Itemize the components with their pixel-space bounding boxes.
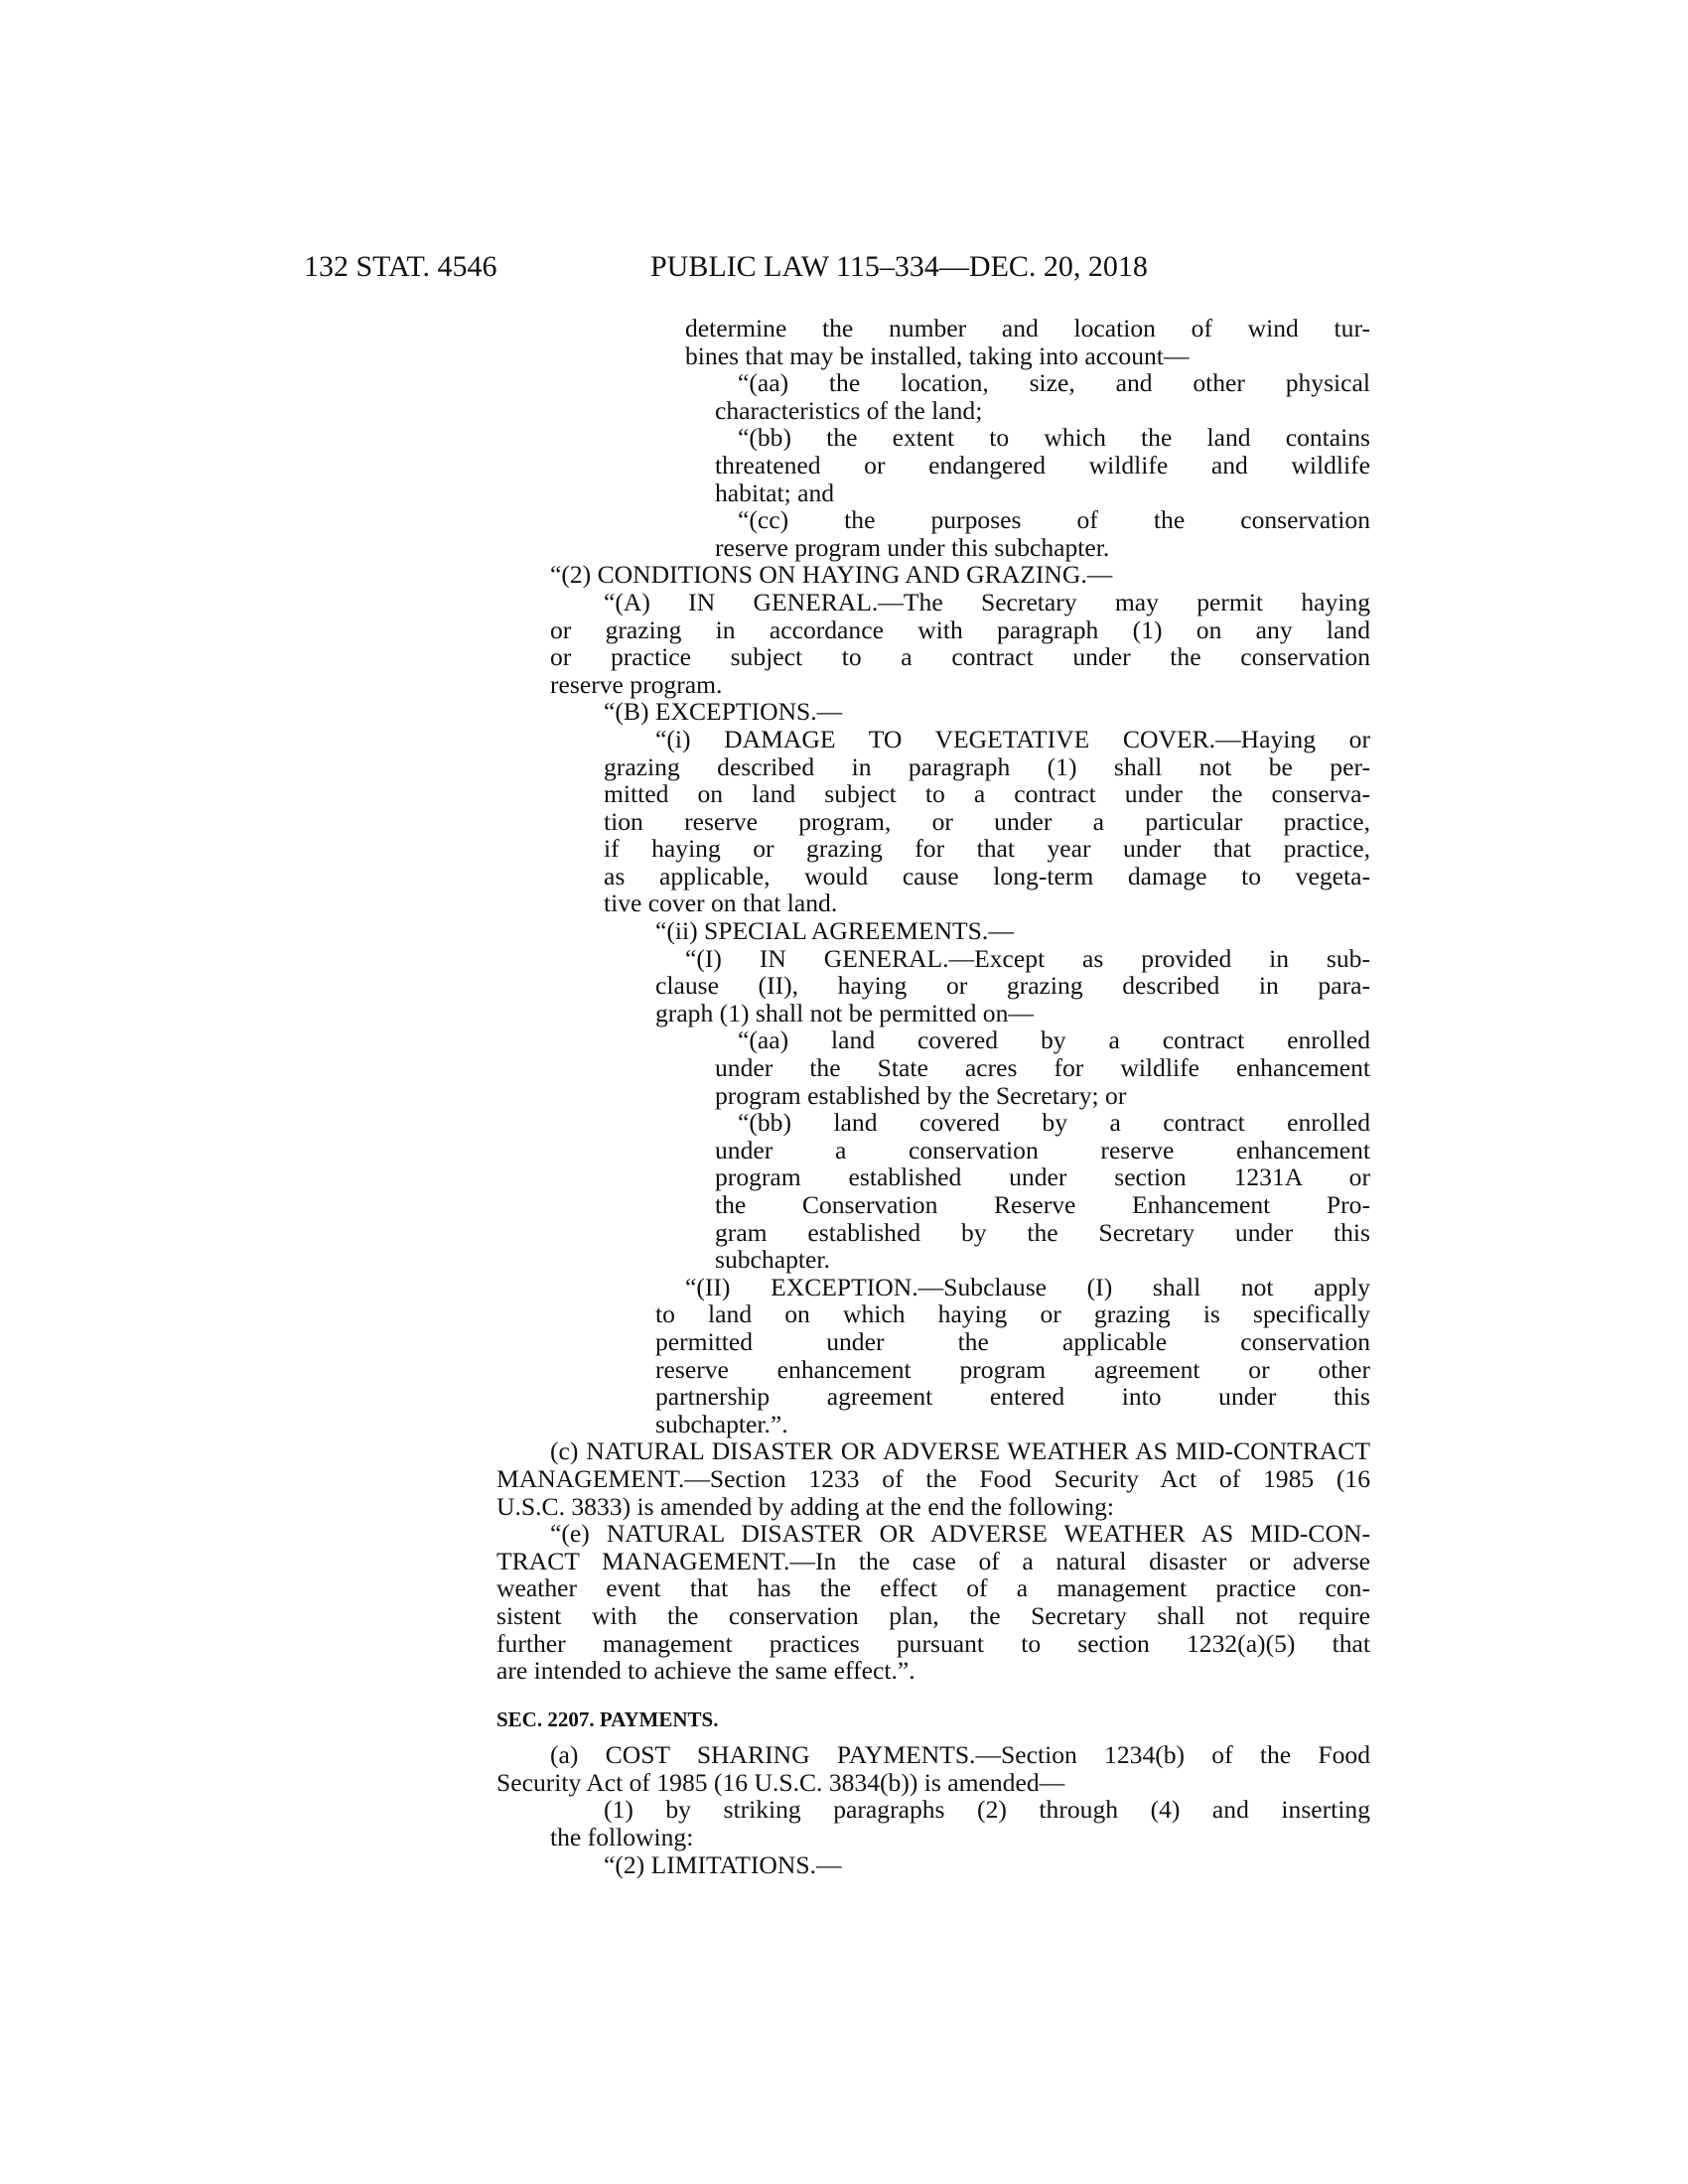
page-header [0, 250, 1688, 290]
statute-line: “(A) IN GENERAL.—The Secretary may permit haying [604, 587, 1370, 616]
statute-line: “(bb) the extent to which the land contains [738, 423, 1370, 453]
statute-line: or grazing in accordance with paragraph (1) on any land [550, 614, 1370, 644]
statute-line: further management practices pursuant to section 1232(a)(5) that [496, 1628, 1370, 1658]
statute-line: or practice subject to a contract under the conservation [550, 642, 1370, 672]
statute-citation: 132 STAT. 4546 [304, 250, 497, 283]
statute-line: “(2) CONDITIONS ON HAYING AND GRAZING.— [550, 560, 1113, 590]
statute-line: Security Act of 1985 (16 U.S.C. 3834(b)) is amended— [496, 1767, 1065, 1797]
statute-line: “(B) EXCEPTIONS.— [604, 697, 843, 727]
statute-line: subchapter.”. [655, 1409, 788, 1438]
statute-line: determine the number and location of wind tur- [685, 314, 1370, 342]
statute-body-text [496, 315, 1370, 1878]
statute-line: MANAGEMENT.—Section 1233 of the Food Security Act of 1985 (16 [496, 1463, 1370, 1493]
statute-line: are intended to achieve the same effect.”. [496, 1656, 915, 1686]
statute-line: tion reserve program, or under a particular practice, [604, 806, 1370, 836]
statute-line: weather event that has the effect of a management practice con- [496, 1573, 1370, 1603]
statute-line: mitted on land subject to a contract under the conserva- [604, 779, 1370, 809]
statute-line: gram established by the Secretary under this [715, 1217, 1370, 1247]
statute-line: habitat; and [715, 478, 835, 507]
section-heading: SEC. 2207. PAYMENTS. [496, 1706, 719, 1731]
statute-line: reserve program under this subchapter. [715, 532, 1110, 562]
statute-line: “(i) DAMAGE TO VEGETATIVE COVER.—Haying or [655, 724, 1370, 753]
statute-line: “(II) EXCEPTION.—Subclause (I) shall not apply [685, 1272, 1370, 1301]
statute-line: TRACT MANAGEMENT.—In the case of a natural disaster or adverse [496, 1546, 1370, 1575]
public-law-title: PUBLIC LAW 115–334—DEC. 20, 2018 [650, 250, 1148, 283]
statute-line: “(2) LIMITATIONS.— [604, 1849, 842, 1879]
statute-line: “(cc) the purposes of the conservation [738, 505, 1370, 535]
statute-line: subchapter. [715, 1245, 830, 1275]
statute-line: bines that may be installed, taking into account— [685, 341, 1190, 370]
statute-line: (1) by striking paragraphs (2) through (4) and inserting [604, 1795, 1370, 1825]
statute-line: tive cover on that land. [604, 888, 838, 918]
statute-line: to land on which haying or grazing is specifically [655, 1299, 1370, 1329]
statute-line: under the State acres for wildlife enhancement [715, 1053, 1370, 1083]
statute-line: “(e) NATURAL DISASTER OR ADVERSE WEATHER AS MID-CON- [550, 1519, 1370, 1549]
statute-line: partnership agreement entered into under this [655, 1382, 1370, 1412]
statute-line: as applicable, would cause long-term damage to vegeta- [604, 861, 1370, 890]
statute-line: reserve enhancement program agreement or other [655, 1354, 1370, 1384]
statute-line: “(ii) SPECIAL AGREEMENTS.— [655, 916, 1014, 946]
statute-line: “(I) IN GENERAL.—Except as provided in sub- [685, 943, 1370, 973]
statute-line: threatened or endangered wildlife and wildlife [715, 450, 1370, 479]
statute-line: reserve program. [550, 669, 723, 699]
statute-line: grazing described in paragraph (1) shall not be per- [604, 751, 1370, 781]
statute-line: “(aa) the location, size, and other physical [738, 368, 1370, 398]
statute-line: clause (II), haying or grazing described in para- [655, 971, 1370, 1001]
statute-line: program established under section 1231A or [715, 1162, 1370, 1192]
statute-line: graph (1) shall not be permitted on— [655, 998, 1034, 1027]
statute-line: (c) NATURAL DISASTER OR ADVERSE WEATHER AS MID-CONTRACT [550, 1436, 1370, 1466]
statute-line: characteristics of the land; [715, 395, 983, 425]
statute-line: under a conservation reserve enhancement [715, 1135, 1370, 1164]
statute-line: if haying or grazing for that year under that practice, [604, 834, 1370, 864]
statute-line: the Conservation Reserve Enhancement Pro- [715, 1190, 1370, 1219]
statute-line: permitted under the applicable conservation [655, 1326, 1370, 1356]
statute-line: “(bb) land covered by a contract enrolled [738, 1108, 1370, 1138]
statute-line: U.S.C. 3833) is amended by adding at the end the following: [496, 1491, 1114, 1521]
statute-line: “(aa) land covered by a contract enrolled [738, 1025, 1370, 1055]
statute-line: the following: [550, 1823, 694, 1852]
statute-line: (a) COST SHARING PAYMENTS.—Section 1234(b) of the Food [550, 1740, 1370, 1770]
statute-line: program established by the Secretary; or [715, 1080, 1127, 1110]
statute-line: sistent with the conservation plan, the Secretary shall not require [496, 1600, 1370, 1630]
